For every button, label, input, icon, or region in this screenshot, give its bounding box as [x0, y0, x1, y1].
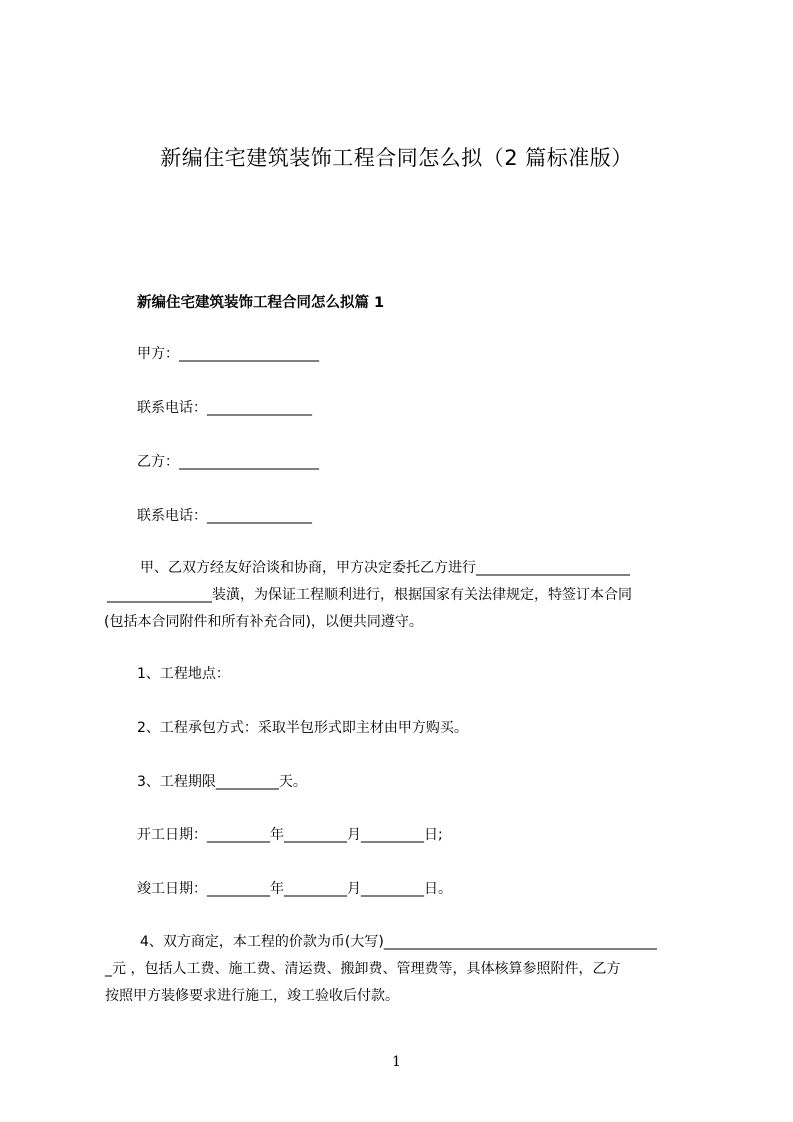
clause-4-line-1: 4、双方商定，本工程的价款为币(大写)_______________________________________ — [140, 934, 657, 950]
intro-paragraph-line-2: _______________装潢，为保证工程顺利进行，根据国家有关法律规定，特签订本合同 — [107, 587, 632, 603]
party-b-line: 乙方：____________________ — [137, 454, 319, 470]
section-heading: 新编住宅建筑装饰工程合同怎么拟篇 1 — [137, 295, 385, 311]
clause-2: 2、工程承包方式：采取半包形式即主材由甲方购买。 — [137, 720, 468, 736]
clause-1: 1、工程地点： — [137, 666, 230, 682]
clause-4-line-3: 按照甲方装修要求进行施工，竣工验收后付款。 — [105, 988, 399, 1004]
start-date-line: 开工日期：_________年_________月_________日; — [137, 827, 443, 843]
contact-b-line: 联系电话：_______________ — [137, 508, 312, 524]
page-number: 1 — [392, 1054, 401, 1070]
intro-paragraph-line-3: (包括本合同附件和所有补充合同)，以便共同遵守。 — [104, 614, 423, 630]
party-a-line: 甲方：____________________ — [137, 346, 319, 362]
clause-4-line-2: _元 ，包括人工费、施工费、清运费、搬卸费、管理费等，具体核算参照附件，乙方 — [105, 961, 621, 977]
contact-a-line: 联系电话：_______________ — [137, 400, 312, 416]
clause-3: 3、工程期限_________天。 — [137, 774, 307, 790]
end-date-line: 竣工日期：_________年_________月_________日。 — [137, 881, 452, 897]
document-title: 新编住宅建筑装饰工程合同怎么拟（2 篇标准版） — [160, 146, 633, 170]
intro-paragraph-line-1: 甲、乙双方经友好洽谈和协商，甲方决定委托乙方进行______________________ — [140, 560, 630, 576]
